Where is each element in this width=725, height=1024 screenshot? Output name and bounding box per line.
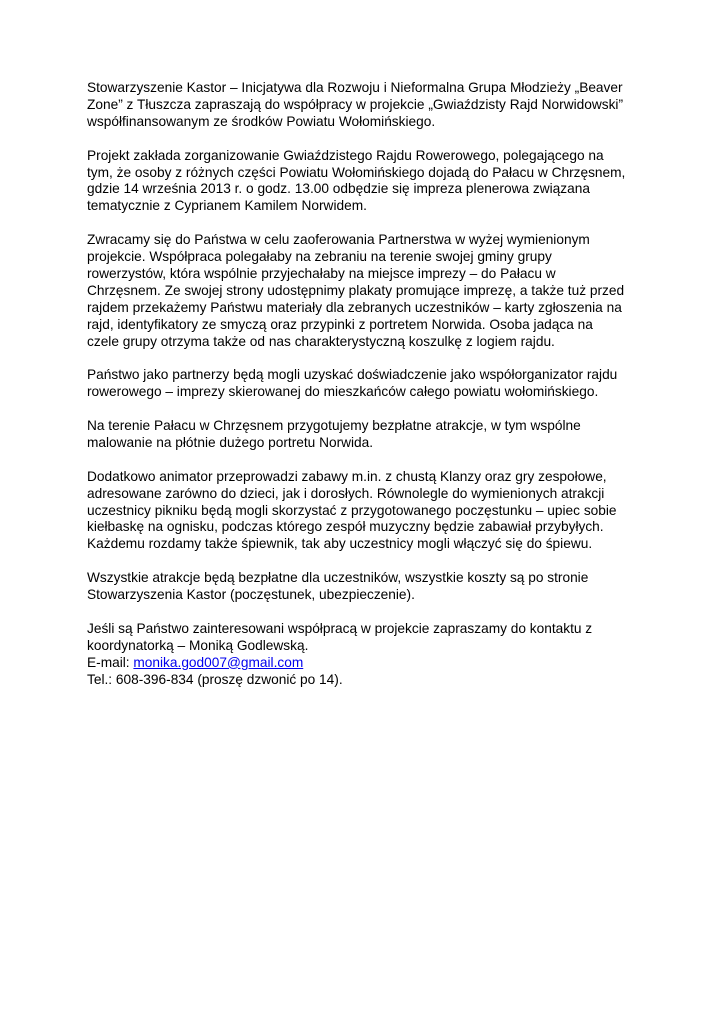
- text-line: projekcie. Współpraca polegałaby na zebraniu na terenie swojej gminy grupy: [87, 249, 552, 265]
- text-line: rowerzystów, która wspólnie przyjechałaby na miejsce imprezy – do Pałacu w: [87, 265, 556, 281]
- paragraph-attractions: [87, 418, 647, 452]
- text-line: Stowarzyszenia Kastor (poczęstunek, ubezpieczenie).: [87, 587, 415, 603]
- text-line: czele grupy otrzyma także od nas charakterystyczną koszulkę z logiem rajdu.: [87, 333, 555, 349]
- text-line: tematycznie z Cyprianem Kamilem Norwidem.: [87, 198, 367, 214]
- paragraph-costs: [87, 570, 647, 604]
- paragraph-animator: [87, 469, 647, 554]
- text-line: rajdem przekażemy Państwu materiały dla zebranych uczestników – karty zgłoszenia na: [87, 299, 622, 315]
- text-line: Wszystkie atrakcje będą bezpłatne dla uczestników, wszystkie koszty są po stronie: [87, 570, 589, 586]
- text-line: Państwo jako partnerzy będą mogli uzyskać doświadczenie jako współorganizator rajdu: [87, 367, 618, 383]
- text-line: gdzie 14 września 2013 r. o godz. 13.00 odbędzie się impreza plenerowa związana: [87, 181, 590, 197]
- email-label: E-mail:: [87, 654, 134, 670]
- paragraph-partnership: [87, 232, 647, 350]
- phone-line: Tel.: 608-396-834 (proszę dzwonić po 14).: [87, 671, 343, 687]
- text-line: Na terenie Pałacu w Chrzęsnem przygotujemy bezpłatne atrakcje, w tym wspólne: [87, 418, 581, 434]
- text-line: uczestnicy pikniku będą mogli skorzystać z przygotowanego poczęstunku – upiec sobie: [87, 502, 617, 518]
- email-line: [87, 655, 647, 672]
- text-line: Każdemu rozdamy także śpiewnik, tak aby uczestnicy mogli włączyć się do śpiewu.: [87, 536, 593, 552]
- text-line: Zone” z Tłuszcza zapraszają do współpracy w projekcie „Gwiaździsty Rajd Norwidowski”: [87, 96, 624, 112]
- text-line: Chrzęsnem. Ze swojej strony udostępnimy plakaty promujące imprezę, a także tuż przed: [87, 282, 625, 298]
- text-line: Jeśli są Państwo zainteresowani współpracą w projekcie zapraszamy do kontaktu z: [87, 620, 593, 636]
- document-body: [87, 80, 647, 705]
- text-line: kiełbaskę na ognisku, podczas którego zespół muzyczny będzie zabawiał przybyłych.: [87, 519, 604, 535]
- text-line: Zwracamy się do Państwa w celu zaoferowania Partnerstwa w wyżej wymienionym: [87, 232, 590, 248]
- text-line: Stowarzyszenie Kastor – Inicjatywa dla Rozwoju i Nieformalna Grupa Młodzieży „Beaver: [87, 80, 623, 95]
- text-line: współfinansowanym ze środków Powiatu Wołomińskiego.: [87, 113, 436, 129]
- paragraph-project: [87, 148, 647, 216]
- text-line: tym, że osoby z różnych części Powiatu Wołomińskiego dojadą do Pałacu w Chrzęsnem,: [87, 164, 626, 180]
- text-line: Projekt zakłada zorganizowanie Gwiaździstego Rajdu Rowerowego, polegającego na: [87, 147, 604, 163]
- text-line: malowanie na płótnie dużego portretu Norwida.: [87, 434, 374, 450]
- paragraph-intro: [87, 80, 647, 131]
- email-link[interactable]: monika.god007@gmail.com: [133, 654, 304, 670]
- text-line: Dodatkowo animator przeprowadzi zabawy m.in. z chustą Klanzy oraz gry zespołowe,: [87, 468, 607, 484]
- paragraph-contact: [87, 621, 647, 689]
- text-line: rajd, identyfikatory ze smyczą oraz przypinki z portretem Norwida. Osoba jadąca na: [87, 316, 593, 332]
- text-line: adresowane zarówno do dzieci, jak i dorosłych. Równolegle do wymienionych atrakcji: [87, 485, 605, 501]
- text-line: koordynatorką – Moniką Godlewską.: [87, 637, 309, 653]
- text-line: rowerowego – imprezy skierowanej do mieszkańców całego powiatu wołomińskiego.: [87, 384, 599, 400]
- paragraph-partners-benefit: [87, 367, 647, 401]
